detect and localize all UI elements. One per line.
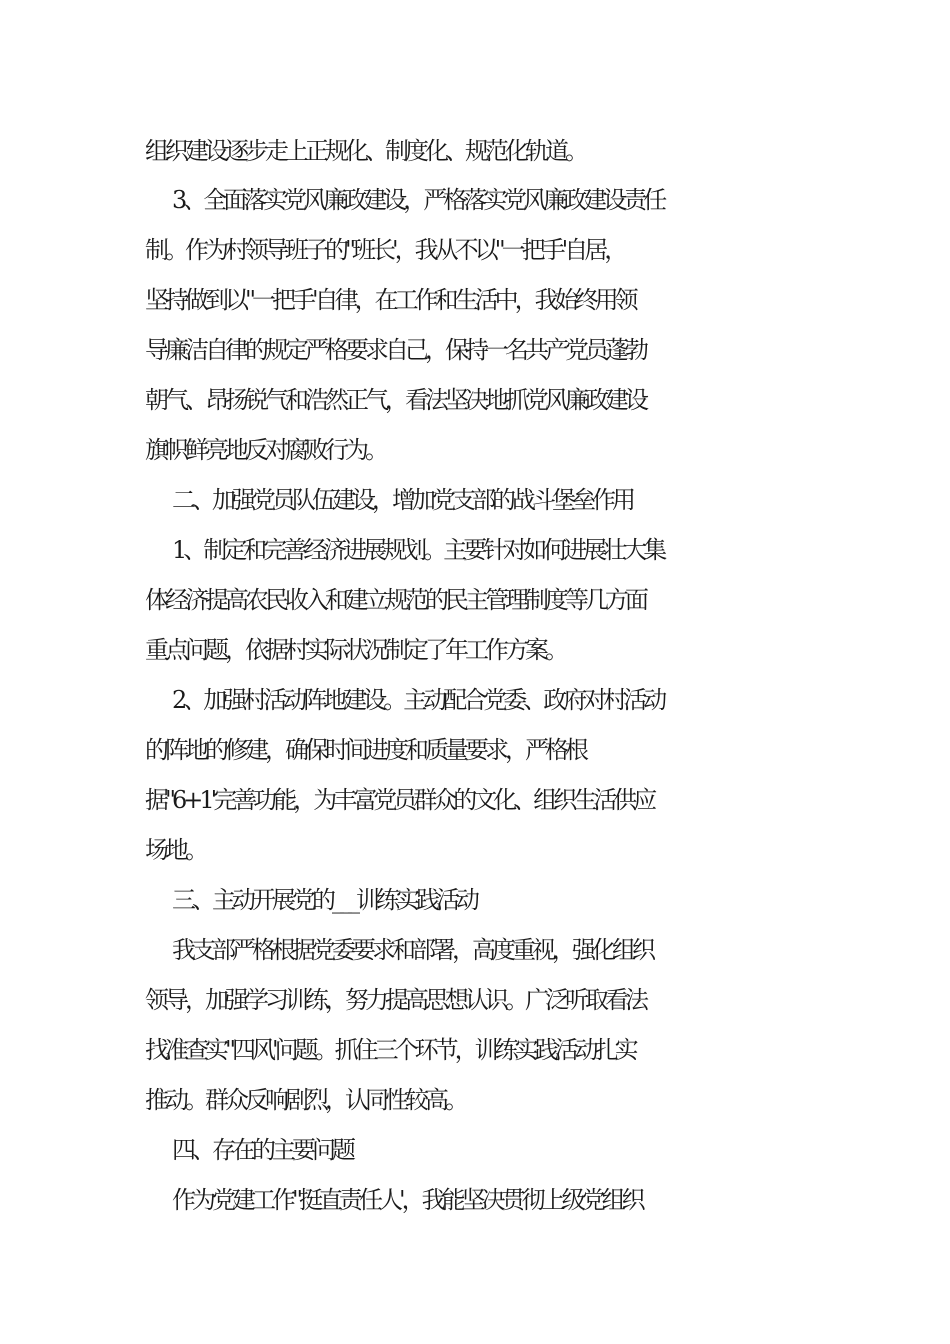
section-heading: 三、主动开展党的___训练实践活动 [172,886,476,914]
text-line: 旗帜鲜亮地反对腐败行为。 [145,436,385,464]
section-heading: 二、加强党员队伍建设，增加党支部的战斗堡垒作用 [172,486,632,514]
text-line: 的阵地的修建，确保时间进度和质量要求，严格根 [145,736,585,764]
text-line: 领导，加强学习训练，努力提高思想认识。广泛听取看法 [145,986,645,1014]
text-line: 我支部严格根据党委要求和部署，高度重视，强化组织 [172,936,652,964]
text-line: 找准查实"四风'问题。抓住三个环节，训练实践活动扎实 [145,1036,635,1064]
text-line: 导廉洁自律的规定严格要求自己，保持一名共产党员蓬勃 [145,336,645,364]
text-line: 组织建设逐步走上正规化、制度化、规范化轨道。 [145,137,585,165]
text-line: 制。作为村领导班子的"班长'，我从不以"一把手'自居， [145,236,625,264]
text-line: 坚持做到以"一把手'自律，在工作和生活中，我始终用领 [145,286,635,314]
text-line: 3、全面落实党风廉政建设，严格落实党风廉政建设责任 [172,186,664,214]
text-line: 2、加强村活动阵地建设。主动配合党委、政府对村活动 [172,686,664,714]
text-line: 推动。群众反响剧烈，认同性较高。 [145,1086,465,1114]
section-heading: 四、存在的主要问题 [172,1136,352,1164]
text-line: 重点问题，依据村实际状况制定了年工作方案。 [145,636,565,664]
text-line: 朝气、昂扬锐气和浩然正气，看法坚决地抓党风廉政建设 [145,386,645,414]
text-line: 1、制定和完善经济进展规划。主要针对如何进展壮大集 [172,536,664,564]
text-line: 作为党建工作"挺直责任人'，我能坚决贯彻上级党组织 [172,1186,642,1214]
text-line: 据"6+1'完善功能，为丰富党员群众的文化、组织生活供应 [145,786,654,814]
text-line: 场地。 [145,836,205,864]
text-line: 体经济提高农民收入和建立规范的民主管理制度等几方面 [145,586,645,614]
